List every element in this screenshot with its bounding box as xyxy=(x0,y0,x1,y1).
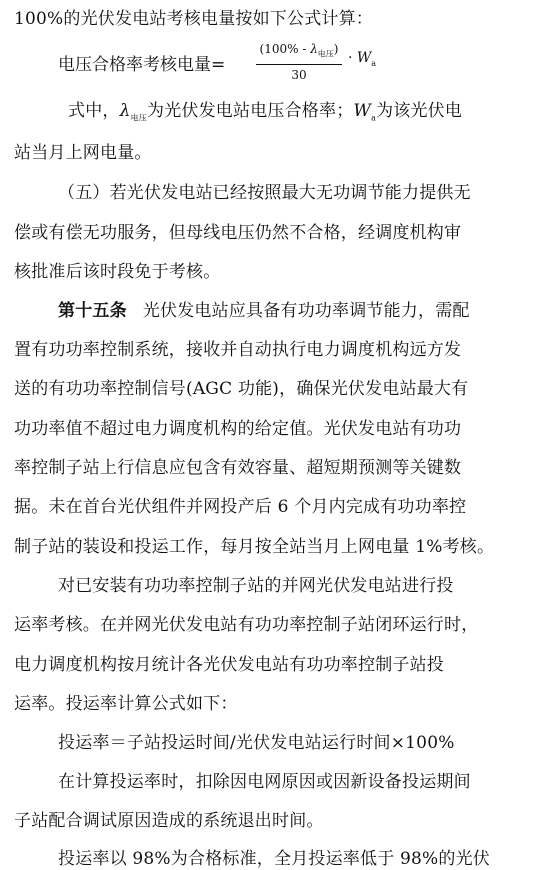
calc-line-1: 在计算投运率时，扣除因电网原因或因新设备投运期间 xyxy=(58,772,471,792)
ops-line-1: 对已安装有功功率控制子站的并网光伏发电站进行投 xyxy=(58,576,454,596)
formula-tail: · $W_a$ xyxy=(348,50,377,68)
ops-line-4: 运率。投运率计算公式如下： xyxy=(14,694,238,714)
last-line: 投运率以 98%为合格标准，全月投运率低于 98%的光伏 xyxy=(58,849,490,869)
ops-line-3: 电力调度机构按月统计各光伏发电站有功功率控制子站投 xyxy=(14,655,444,675)
formula-numerator: $(100\% - \lambda_{电压})$ xyxy=(259,42,339,59)
explain-line-1: 式中，$\lambda_{电压}$为光伏发电站电压合格率；$W_a$为该光伏电 xyxy=(68,101,463,123)
para5-line-2: 偿或有偿无功服务，但母线电压仍然不合格，经调度机构审 xyxy=(14,223,462,243)
calc-line-2: 子站配合调试原因造成的系统退出时间。 xyxy=(14,811,324,831)
explain-line-2: 站当月上网电量。 xyxy=(14,143,152,163)
ops-line-2: 运率考核。在并网光伏发电站有功功率控制子站闭环运行时， xyxy=(14,615,479,635)
voltage-assessment-formula xyxy=(58,41,538,85)
article15-line-1: 第十五条 光伏发电站应具备有功功率调节能力，需配 xyxy=(58,301,470,321)
article15-title: 第十五条 xyxy=(58,301,127,321)
article15-line-2: 置有功功率控制系统，接收并自动执行电力调度机构远方发 xyxy=(14,340,462,360)
intro-line: 100%的光伏发电站考核电量按如下公式计算： xyxy=(14,9,374,29)
operation-rate-formula: 投运率＝子站投运时间/光伏发电站运行时间×100% xyxy=(58,733,455,753)
formula-fraction xyxy=(256,41,342,83)
para5-line-1: （五）若光伏发电站已经按照最大无功调节能力提供无 xyxy=(58,183,471,203)
article15-line-4: 功功率值不超过电力调度机构的给定值。光伏发电站有功功 xyxy=(14,419,462,439)
article15-line-3: 送的有功功率控制信号(AGC 功能)，确保光伏发电站最大有 xyxy=(14,379,469,399)
formula-denominator: 30 xyxy=(291,68,307,83)
article15-line-6: 据。未在首台光伏组件并网投产后 6 个月内完成有功功率控 xyxy=(14,497,467,517)
fraction-bar xyxy=(256,64,342,65)
para5-line-3: 核批准后该时段免于考核。 xyxy=(14,262,221,282)
article15-line-7: 制子站的装设和投运工作，每月按全站当月上网电量 1%考核。 xyxy=(14,537,495,557)
formula-lhs: 电压合格率考核电量= xyxy=(58,55,226,75)
article15-line-5: 率控制子站上行信息应包含有效容量、超短期预测等关键数 xyxy=(14,458,462,478)
